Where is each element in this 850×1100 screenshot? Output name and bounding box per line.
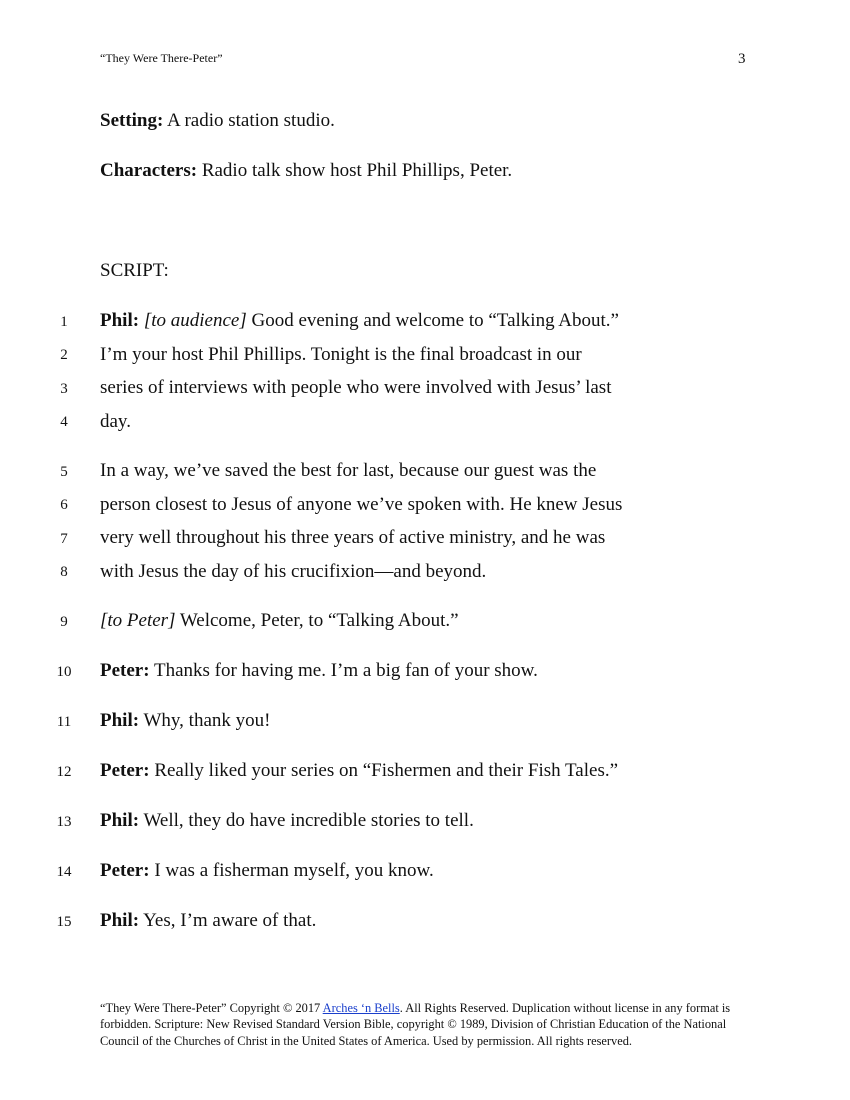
- line-number: 9: [60, 614, 68, 630]
- dialogue-text: Good evening and welcome to “Talking About.”: [246, 310, 619, 331]
- stage-direction: [to Peter]: [100, 610, 176, 631]
- line-number: 3: [60, 381, 68, 397]
- dialogue-text: Thanks for having me. I’m a big fan of your show.: [149, 660, 538, 681]
- setting-text: A radio station studio.: [163, 110, 335, 131]
- line-number: 13: [56, 814, 72, 830]
- footer-text: “They Were There-Peter” Copyright © 2017: [100, 1001, 323, 1015]
- script-line: In a way, we’ve saved the best for last, because our guest was the: [100, 460, 597, 481]
- dialogue-text: Why, thank you!: [139, 710, 271, 731]
- line-number: 5: [60, 464, 68, 480]
- script-paragraph-welcome: [100, 604, 760, 638]
- stage-direction: [to audience]: [143, 310, 247, 331]
- line-number: 10: [56, 664, 72, 680]
- speaker-label: Phil:: [100, 910, 140, 931]
- speaker-label: Peter:: [100, 760, 150, 781]
- characters-text: Radio talk show host Phil Phillips, Peter.: [197, 160, 513, 181]
- characters-label: Characters:: [100, 160, 198, 181]
- script-paragraph: [100, 704, 760, 738]
- script-paragraph-phil-guest: [100, 454, 760, 588]
- script-line: series of interviews with people who were involved with Jesus’ last: [100, 377, 612, 398]
- speaker-label: Peter:: [100, 860, 150, 881]
- speaker-label: Phil:: [100, 810, 140, 831]
- script-paragraph: [100, 654, 760, 688]
- line-number: 15: [56, 914, 72, 930]
- characters-line: [100, 154, 760, 188]
- script-paragraph-phil-intro: [100, 304, 760, 438]
- dialogue-text: Yes, I’m aware of that.: [139, 910, 317, 931]
- running-title: “They Were There-Peter”: [100, 51, 223, 65]
- line-number: 11: [56, 714, 72, 730]
- dialogue-text: Really liked your series on “Fishermen and their Fish Tales.”: [149, 760, 619, 781]
- line-number: 12: [56, 764, 72, 780]
- line-number: 2: [60, 347, 68, 363]
- script-line: I’m your host Phil Phillips. Tonight is the final broadcast in our: [100, 343, 582, 365]
- line-number: 1: [60, 314, 68, 330]
- script-line: [100, 304, 760, 338]
- speaker-label: Phil:: [100, 710, 140, 731]
- script-heading: SCRIPT:: [100, 260, 169, 281]
- dialogue-text: Welcome, Peter, to “Talking About.”: [175, 610, 459, 631]
- line-number: 8: [60, 564, 68, 580]
- line-number: 6: [60, 497, 68, 513]
- line-number: 4: [60, 414, 68, 430]
- script-paragraph: [100, 854, 760, 888]
- script-line: person closest to Jesus of anyone we’ve spoken with. He knew Jesus: [100, 493, 623, 515]
- script-paragraph: [100, 804, 760, 838]
- setting-label: Setting:: [100, 110, 164, 131]
- footer-text: . All Rights Reserved. Duplication without license in any format is forbidden. Scripture: New Revised Standard Version Bible, copyright © 1989, Division of Christian Education of the National Council of the Churches of Christ in the United States of America. Used by permission. All rights reserved.: [100, 1001, 731, 1048]
- copyright-footer: [100, 1000, 750, 1049]
- line-number: 7: [60, 531, 68, 547]
- page-number: 3: [738, 51, 746, 67]
- script-line: day.: [100, 410, 131, 432]
- line-number: 14: [56, 864, 72, 880]
- script-line: with Jesus the day of his crucifixion—and beyond.: [100, 560, 487, 582]
- dialogue-text: I was a fisherman myself, you know.: [149, 860, 434, 881]
- setting-line: [100, 104, 760, 138]
- speaker-label: Peter:: [100, 660, 150, 681]
- script-paragraph: [100, 754, 760, 788]
- script-paragraph: [100, 904, 760, 938]
- script-line: very well throughout his three years of active ministry, and he was: [100, 527, 606, 548]
- speaker-label: Phil:: [100, 310, 140, 331]
- arches-n-bells-link[interactable]: Arches ‘n Bells: [322, 1001, 400, 1015]
- dialogue-text: Well, they do have incredible stories to tell.: [139, 810, 474, 831]
